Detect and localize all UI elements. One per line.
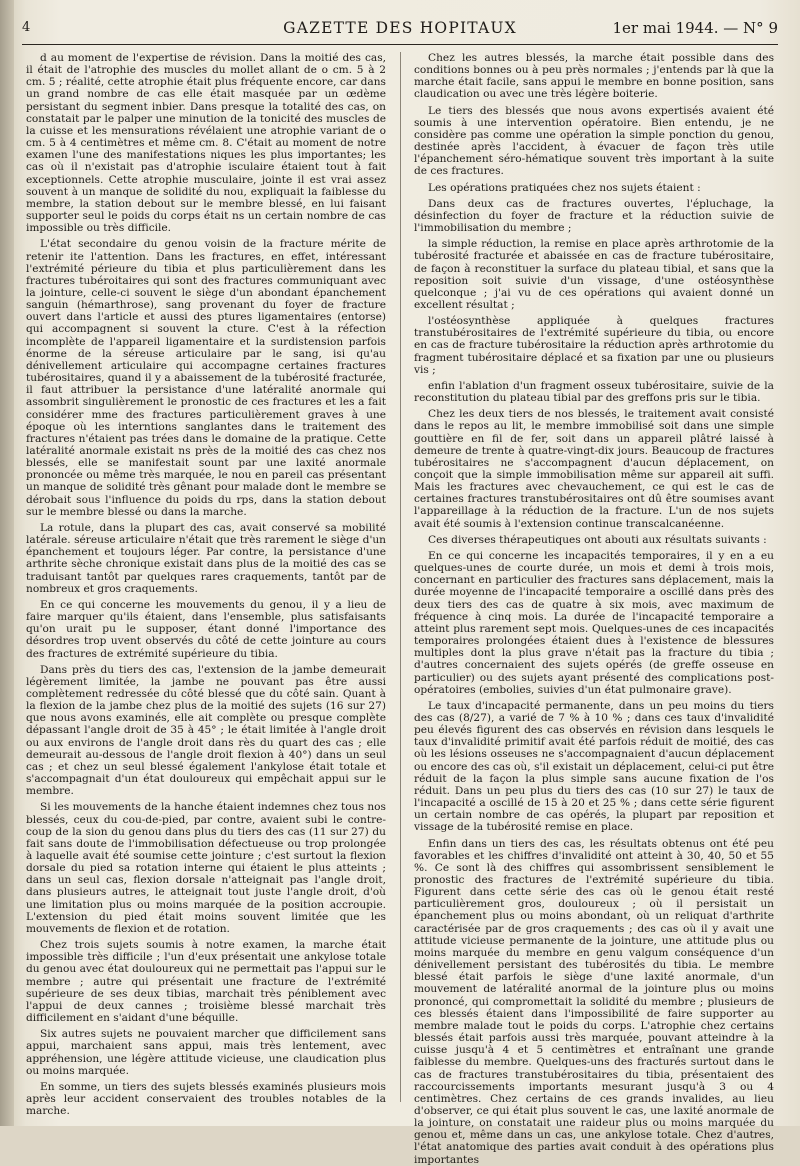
paragraph: Chez les deux tiers de nos blessés, le traitement avait consisté dans le repos au lit, le membre immobilisé soit dans une simple gouttière en fil de fer, soit dans un appareil plâtré laissé à demeure de trente à quatre-vingt-dix jours. Beaucoup de fractures tubérositaires ne s'accompagnent d'aucun déplacement, on conçoit que la simple immobilisation même sur appareil ait suffi. Mais les fractures avec chevauchement, ce qui est le cas de certaines fractures transtubérositaires ont dû être soumises avant l'appareillage à la réduction de la fracture. L'un de nos sujets avait été soumis à l'extension continue transcalcanéenne. [414, 408, 774, 530]
right-column [414, 52, 774, 1166]
paragraph: En somme, un tiers des sujets blessés examinés plusieurs mois après leur accident conservaient des troubles notables de la marche. [26, 1080, 386, 1118]
paragraph: Le taux d'incapacité permanente, dans un peu moins du tiers des cas (8/27), a varié de 7 % à 10 % ; dans ces taux d'invalidité peu élevés figurent des cas observés en révision dans lesquels le taux d'invalidité primitif avait été parfois réduit de moitié, des cas où les lésions osseuses ne s'accompagnaient d'aucun déplacement ou encore des cas où, s'il existait un déplacement, celui-ci put être réduit de la façon la plus simple sans aucune fixation de l'os réduit. Dans un peu plus du tiers des cas (10 sur 27) le taux de l'incapacité a oscillé de 15 à 20 et 25 % ; dans cette série figurent un certain nombre de cas opérés, la plupart par reposition et vissage de la tubérosité remise en place. [414, 699, 774, 834]
paragraph: En ce qui concerne les mouvements du genou, il y a lieu de faire marquer qu'ils étaient, dans l'ensemble, plus satisfaisants qu'on urait pu le supposer, étant donné l'importance des désordres trop uvent observés du côté de cette jointure au cours des fractures de extrémité supérieure du tibia. [26, 598, 386, 660]
paragraph: La rotule, dans la plupart des cas, avait conservé sa mobilité latérale. séreuse articulaire n'était que très rarement le siège d'un épanchement et toujours léger. Par contre, la persistance d'une arthrite sèche chronique existait dans plus de la moitié des cas se traduisant tantôt par quelques rares craquements, tantôt par de nombreux et gros craquements. [26, 521, 386, 595]
paragraph: Le tiers des blessés que nous avons expertisés avaient été soumis à une intervention opératoire. Bien entendu, je ne considère pas comme une opération la simple ponction du genou, destinée après l'accident, à évacuer de façon très utile l'épanchement séro-hématique souvent très important à la suite de ces fractures. [414, 104, 774, 178]
paragraph: Les opérations pratiquées chez nos sujets étaient : [428, 181, 701, 194]
paragraph: Dans près du tiers des cas, l'extension de la jambe demeurait légèrement limitée, la jambe ne pouvant pas être aussi complètement redressée du côté blessé que du côté sain. Quant à la flexion de la jambe chez plus de la moitié des sujets (16 sur 27) que nous avons examinés, elle ait complète ou presque complète dépassant l'angle droit de 35 à 45° ; le était limitée à l'angle droit ou aux environs de l'angle droit dans rès du quart des cas ; elle demeurait au-dessous de l'angle droit flexion à 40°) dans un seul cas ; et chez un seul blessé également l'ankylose était totale et s'accompagnait d'un état douloureux qui empêchait appui sur le membre. [26, 663, 386, 798]
paragraph: Chez les autres blessés, la marche était possible dans des conditions bonnes ou à peu près normales ; j'entends par là que la marche était facile, sans appui le membre en bonne position, sans claudication ou avec une très légère boiterie. [414, 52, 774, 101]
paragraph: Six autres sujets ne pouvaient marcher que difficilement sans appui, marchaient sans appui, mais très lentement, avec appréhension, une légère attitude vicieuse, une claudication plus ou moins marquée. [26, 1028, 386, 1077]
page-header [22, 14, 778, 45]
paragraph: Chez trois sujets soumis à notre examen, la marche était impossible très difficile ; l'un d'eux présentait une ankylose totale du genou avec état douloureux qui ne permettait pas l'appui sur le membre ; autre qui présentait une fracture de l'extrémité supérieure de ses deux tibias, marchait très péniblement avec l'appui de deux cannes ; troisième blessé marchait très difficilement en s'aidant d'une béquille. [26, 939, 386, 1025]
binding-spine [0, 0, 14, 1126]
paragraph: Enfin dans un tiers des cas, les résultats obtenus ont été peu favorables et les chiffres d'invalidité ont atteint à 30, 40, 50 et 55 %. Ce sont là des chiffres qui assombrissent sensiblement le pronostic des fractures de l'extrémité supérieure du tibia. Figurent dans cette série des cas où le genou était resté particulièrement gros, douloureux ; où il persistait un épanchement plus ou moins abondant, où un reliquat d'arthrite caractérisée par de gros craquements ; des cas où il y avait une attitude vicieuse permanente de la jointure, une attitude plus ou moins marquée du membre en genu valgum conséquence d'un dénivellement persistant des tubérosités du tibia. Le membre blessé était parfois le siège d'une laxité anormale, d'un mouvement de latéralité anormal de la jointure plus ou moins prononcé, qui compromettait la solidité du membre ; plusieurs de ces blessés étaient dans l'impossibilité de faire supporter au membre malade tout le poids du corps. L'atrophie chez certains blessés était parfois aussi très marquée, pouvant atteindre à la cuisse jusqu'à 4 et 5 centimètres et entraînant une grande faiblesse du membre. Quelques-uns des fracturés surtout dans le cas de fractures transtubérositaires du tibia, présentaient des raccourcissements importants mesurant jusqu'à 3 ou 4 centimètres. Chez certains de ces grands invalides, au lieu d'observer, ce qui était plus souvent le cas, une laxité anormale de la jointure, on constatait une raideur plus ou moins marquée du genou et, même dans un cas, une ankylose totale. Chez d'autres, l'état anatomique des parties avait conduit à des opérations plus importantes [414, 837, 774, 1166]
paragraph: Si les mouvements de la hanche étaient indemnes chez tous nos blessés, ceux du cou-de-pied, par contre, avaient subi le contre-coup de la sion du genou dans plus du tiers des cas (11 sur 27) du fait sans doute de l'immobilisation défectueuse ou trop prolongée à laquelle avait été soumise cette jointure ; c'est surtout la flexion dorsale du pied sa rotation interne qui étaient le plus atteints ; dans un seul cas, flexion dorsale n'atteignait pas l'angle droit, dans plusieurs autres, le atteignait tout juste l'angle droit, d'où une limitation plus ou moins marquée de la position accroupie. L'extension du pied était moins souvent limitée que les mouvements de flexion et de rotation. [26, 801, 386, 935]
page-number: 4 [22, 20, 31, 35]
column-divider [400, 52, 401, 1102]
paragraph: l'ostéosynthèse appliquée à quelques fractures transtubérositaires de l'extrémité supérieure du tibia, ou encore en cas de fracture tubérositaire la réduction après arthrotomie du fragment tubérositaire déplacé et sa fixation par une ou plusieurs vis ; [414, 315, 774, 376]
paragraph: d au moment de l'expertise de révision. Dans la moitié des cas, il était de l'atrophie des muscles du mollet allant de o cm. 5 à 2 cm. 5 ; réalité, cette atrophie était plus fréquente encore, car dans un grand nombre de cas elle était masquée par un œdème persistant du segment inbier. Dans presque la totalité des cas, on constatait par le palper une minution de la tonicité des muscles de la cuisse et les mensurations révélaient une atrophie variant de o cm. 5 à 4 centimètres et même cm. 8. C'était au moment de notre examen l'une des manifestations niques les plus importantes; les cas où il n'existait pas d'atrophie isculaire étaient tout à fait exceptionnels. Cette atrophie musculaire, jointe il est vrai assez souvent à un manque de solidité du nou, expliquait la faiblesse du membre, la station debout sur le membre blessé, en lui faisant supporter seul le poids du corps était ns un certain nombre de cas impossible ou très difficile. [26, 52, 386, 235]
paragraph: L'état secondaire du genou voisin de la fracture mérite de retenir ite l'attention. Dans les fractures, en effet, intéressant l'extrémité périeure du tibia et plus particulièrement dans les fractures tubéroitaires qui sont des fractures communiquant avec la jointure, celle-ci souvent le siège d'un abondant épanchement sanguin (hémarthrose), sang provenant du foyer de fracture ouvert dans l'article et aussi des ptures ligamentaires (entorse) qui accompagnent si souvent la cture. C'est à la réfection incomplète de l'appareil ligamentaire et la surdistension parfois énorme de la séreuse articulaire par le sang, isi qu'au dénivellement articulaire qui accompagne certaines fractures tubérositaires, quand il y a abaissement de la tubérosité fracturée, il faut attribuer la persistance d'une latéralité anormale qui assombrit singulièrement le pronostic de ces fractures et les a fait considérer mme des fractures particulièrement graves à une époque où les interntions sanglantes dans le traitement des fractures n'étaient pas trées dans le domaine de la pratique. Cette latéralité anormale existait ns près de la moitié des cas chez nos blessés, elle se manifestait sount par une laxité anormale prononcée ou même très marquée, le nou en pareil cas présentant un manque de solidité très gênant pour malade dont le membre se dérobait sous l'influence du poids du rps, dans la station debout sur le membre blessé ou dans la marche. [26, 238, 386, 518]
journal-title: GAZETTE DES HOPITAUX [283, 19, 517, 37]
paragraph: En ce qui concerne les incapacités temporaires, il y en a eu quelques-unes de courte durée, un mois et demi à trois mois, concernant en particulier des fractures sans déplacement, mais la durée moyenne de l'incapacité temporaire a oscillé dans près des deux tiers des cas de quatre à six mois, avec maximum de fréquence à cinq mois. La durée de l'incapacité temporaire a atteint plus rarement sept mois. Quelques-unes de ces incapacités temporaires prolongées étaient dues à l'existence de blessures multiples dont la plus grave n'était pas la fracture du tibia ; d'autres concernaient des sujets opérés (de greffe osseuse en particulier) ou des sujets ayant présenté des complications post-opératoires (embolies, suivies d'un état pulmonaire grave). [414, 549, 774, 696]
paragraph: enfin l'ablation d'un fragment osseux tubérositaire, suivie de la reconstitution du plateau tibial par des greffons pris sur le tibia. [414, 379, 774, 405]
left-column [26, 52, 386, 1118]
paragraph: Ces diverses thérapeutiques ont abouti aux résultats suivants : [428, 533, 767, 546]
paragraph: Dans deux cas de fractures ouvertes, l'épluchage, la désinfection du foyer de fracture et la réduction suivie de l'immobilisation du membre ; [414, 197, 774, 235]
paragraph: la simple réduction, la remise en place après arthrotomie de la tubérosité fracturée et abaissée en cas de fracture tubérositaire, de façon à reconstituer la surface du plateau tibial, et sans que la reposition soit suivie d'un vissage, d'une ostéosynthèse quelconque ; j'ai vu de ces opérations qui avaient donné un excellent résultat ; [414, 238, 774, 311]
issue-date: 1er mai 1944. — N° 9 [612, 19, 778, 37]
